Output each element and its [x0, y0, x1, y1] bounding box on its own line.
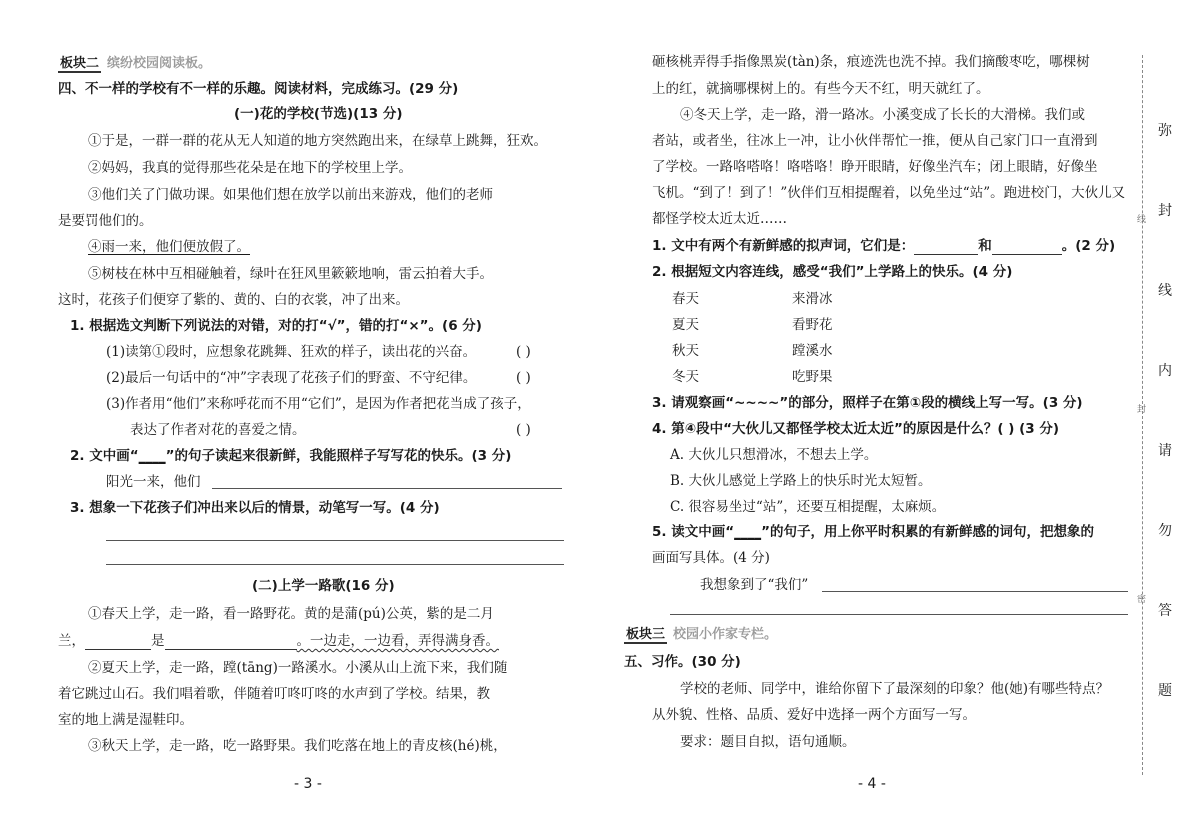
page-number: - 3 - — [294, 776, 322, 792]
q2-stem: 2. 文中画“____”的句子读起来很新鲜，我能照样子写写花的快乐。(3 分) — [70, 448, 512, 464]
passage-1-line: ②妈妈，我真的觉得那些花朵是在地下的学校里上学。 — [88, 160, 412, 176]
right-page — [600, 0, 1200, 817]
binding-small-char: 封 — [1137, 405, 1147, 415]
r-q4-option[interactable]: B. 大伙儿感觉上学路上的快乐时光太短暂。 — [670, 473, 932, 489]
section-header-2 — [58, 55, 211, 73]
r-q5-answer-line[interactable] — [670, 614, 1128, 615]
q1-answer-paren[interactable]: ( ) — [516, 370, 531, 386]
passage-2-line-blanks: 兰， 是 。一边走，一边看，弄得满身香。 — [58, 633, 499, 649]
section-box: 板块二 — [60, 56, 100, 71]
season-label[interactable]: 春天 — [672, 291, 699, 307]
fill-blank-1[interactable] — [85, 635, 151, 650]
passage-2-line: 都怪学校太近太近…… — [652, 211, 787, 227]
q3-answer-line[interactable] — [106, 564, 564, 565]
activity-label[interactable]: 看野花 — [792, 317, 833, 333]
binding-small-char: 线 — [1137, 215, 1147, 225]
passage-2-title: (二)上学一路歌(16 分) — [252, 578, 395, 594]
passage-1-title: (一)花的学校(节选)(13 分) — [234, 106, 403, 122]
essay-line: 从外貌、性格、品质、爱好中选择一两个方面写一写。 — [652, 707, 976, 723]
season-label[interactable]: 秋天 — [672, 343, 699, 359]
q1-answer-paren[interactable]: ( ) — [516, 344, 531, 360]
binding-char: 题 — [1158, 683, 1172, 699]
r-q2-stem: 2. 根据短文内容连线，感受“我们”上学路上的快乐。(4 分) — [652, 264, 1013, 280]
passage-2-line: 砸核桃弄得手指像黑炭(tàn)条，痕迹洗也洗不掉。我们摘酸枣吃，哪棵树 — [652, 54, 1090, 70]
q3-stem: 3. 想象一下花孩子们冲出来以后的情景，动笔写一写。(4 分) — [70, 500, 440, 516]
q1-answer-paren[interactable]: ( ) — [516, 422, 531, 438]
passage-1-line: 是要罚他们的。 — [58, 213, 153, 229]
r-q1-blank-1[interactable] — [914, 240, 978, 255]
question-4-header: 四、不一样的学校有不一样的乐趣。阅读材料，完成练习。(29 分) — [58, 81, 459, 97]
r-q3: 3. 请观察画“~~~~”的部分，照样子在第①段的横线上写一写。(3 分) — [652, 395, 1083, 411]
essay-line: 学校的老师、同学中，谁给你留下了最深刻的印象？他(她)有哪些特点？ — [680, 681, 1110, 697]
passage-2-line: 者站，或者坐，往冰上一冲，让小伙伴帮忙一推，便从自己家门口一直滑到 — [652, 133, 1098, 149]
passage-2-line: ②夏天上学，走一路，蹚(tāng)一路溪水。小溪从山上流下来，我们随 — [88, 660, 508, 676]
binding-line — [1142, 55, 1143, 775]
binding-char: 弥 — [1158, 123, 1172, 139]
section-header-3 — [624, 626, 777, 644]
passage-2-line: 飞机。“到了！到了！”伙伴们互相提醒着，以免坐过“站”。跑进校门，大伙儿又 — [652, 185, 1126, 201]
binding-char: 封 — [1158, 203, 1172, 219]
r-q5-stem: 5. 读文中画“____”的句子，用上你平时积累的有新鲜感的词句，把想象的 — [652, 524, 1094, 540]
section-box: 板块三 — [626, 627, 666, 642]
passage-1-line-marked: ④雨一来，他们便放假了。 — [88, 239, 250, 255]
q1-item: (3)作者用“他们”来称呼花而不用“它们”，是因为作者把花当成了孩子， — [106, 396, 531, 412]
fill-blank-2[interactable] — [165, 635, 297, 650]
binding-char: 勿 — [1158, 523, 1172, 539]
activity-label[interactable]: 吃野果 — [792, 369, 833, 385]
activity-label[interactable]: 来滑冰 — [792, 291, 833, 307]
page-number: - 4 - — [858, 776, 886, 792]
r-q4-option[interactable]: A. 大伙儿只想滑冰，不想去上学。 — [670, 447, 878, 463]
passage-1-line: 这时，花孩子们便穿了紫的、黄的、白的衣裳，冲了出来。 — [58, 292, 409, 308]
binding-char: 答 — [1158, 603, 1172, 619]
passage-2-line: 了学校。一路咯嗒咯！咯嗒咯！睁开眼睛，好像坐汽车；闭上眼睛，好像坐 — [652, 159, 1098, 175]
essay-line: 要求：题目自拟，语句通顺。 — [680, 734, 856, 750]
r-q1: 1. 文中有两个有新鲜感的拟声词，它们是： 和 。(2 分) — [652, 238, 1116, 254]
binding-char: 请 — [1158, 443, 1172, 459]
q1-item: (2)最后一句话中的“冲”字表现了花孩子们的野蛮、不守纪律。 — [106, 370, 477, 386]
q2-answer-line[interactable] — [212, 488, 562, 489]
passage-2-line: 着它跳过山石。我们唱着歌，伴随着叮咚叮咚的水声到了学校。结果，教 — [58, 686, 490, 702]
passage-2-line: ④冬天上学，走一路，滑一路冰。小溪变成了长长的大滑梯。我们或 — [680, 107, 1085, 123]
r-q5-answer-line[interactable] — [822, 591, 1128, 592]
q1-item: 表达了作者对花的喜爱之情。 — [130, 422, 306, 438]
q1-item: (1)读第①段时，应想象花跳舞、狂欢的样子，读出花的兴奋。 — [106, 344, 477, 360]
activity-label[interactable]: 蹚溪水 — [792, 343, 833, 359]
r-q4-option[interactable]: C. 很容易坐过“站”，还要互相提醒，太麻烦。 — [670, 499, 946, 515]
r-q4-stem: 4. 第④段中“大伙儿又都怪学校太近太近”的原因是什么？( ) (3 分) — [652, 421, 1060, 437]
question-5-header: 五、习作。(30 分) — [624, 654, 741, 670]
q3-answer-line[interactable] — [106, 540, 564, 541]
passage-1-line: ①于是，一群一群的花从无人知道的地方突然跑出来，在绿草上跳舞，狂欢。 — [88, 133, 547, 149]
binding-char: 线 — [1158, 283, 1172, 299]
section-title: 缤纷校园阅读板。 — [107, 56, 212, 71]
binding-char: 内 — [1158, 363, 1172, 379]
passage-2-line: ③秋天上学，走一路，吃一路野果。我们吃落在地上的青皮核(hé)桃， — [88, 738, 507, 754]
passage-2-line: 上的红，就摘哪棵树上的。有些今天不红，明天就红了。 — [652, 81, 990, 97]
passage-1-line: ⑤树枝在林中互相碰触着，绿叶在狂风里簌簌地响，雷云拍着大手。 — [88, 266, 493, 282]
season-label[interactable]: 夏天 — [672, 317, 699, 333]
r-q1-blank-2[interactable] — [992, 240, 1062, 255]
r-q5-prompt: 我想象到了“我们” — [700, 577, 809, 593]
r-q5-line2: 画面写具体。(4 分) — [652, 550, 770, 566]
passage-2-line: ①春天上学，走一路，看一路野花。黄的是蒲(pú)公英，紫的是二月 — [88, 606, 494, 622]
section-title: 校园小作家专栏。 — [673, 627, 778, 642]
passage-1-line: ③他们关了门做功课。如果他们想在放学以前出来游戏，他们的老师 — [88, 187, 493, 203]
q2-prompt: 阳光一来，他们 — [106, 474, 201, 490]
binding-small-char: 密 — [1137, 595, 1147, 605]
q1-stem: 1. 根据选文判断下列说法的对错，对的打“√”，错的打“×”。(6 分) — [70, 318, 482, 334]
passage-2-line: 室的地上满是湿鞋印。 — [58, 712, 193, 728]
season-label[interactable]: 冬天 — [672, 369, 699, 385]
